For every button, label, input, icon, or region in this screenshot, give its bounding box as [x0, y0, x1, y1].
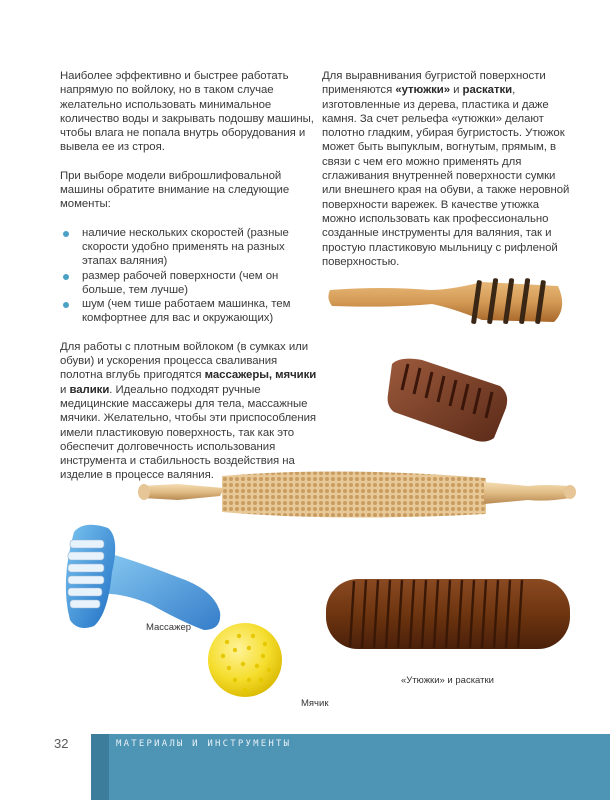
- text-run: Для выравнивания бугристой поверхности применяются: [322, 70, 546, 97]
- blue-massager-photo: [54, 512, 224, 640]
- ribbed-roller-photo: [324, 575, 572, 653]
- irons-caption: «Утюжки» и раскатки: [401, 675, 494, 686]
- paragraph: При выборе модели виброшлифовальной машины обратите внимание на следующие моменты:: [60, 169, 290, 211]
- list-item: шум (чем тише работаем машинка, тем комфортнее для вас и окружающих): [60, 297, 318, 326]
- yellow-ball-photo: [205, 620, 285, 700]
- bold-term: «утюжки»: [395, 84, 450, 97]
- text-run: , изготовленные из дерева, пластика и даже камня. За счет рельефа «утюжки» делают полотно гладким, убирая бугристость. Утюжок может быть выпуклым, вогнутым, прямым, в связи с чем его можно применять для сглаживания внутренней поверхности сумки или внешнего края на обуви, а также неровной поверхности варежек. В качестве утюжка можно использовать как профессионально созданные инструменты для валяния, так и простую пластиковую мыльницу с рифленой поверхностью.: [322, 84, 570, 268]
- text-run: Для работы с плотным войлоком (в сумках или обуви) и ускорения процесса сваливания полотна вглубь пригодятся: [60, 340, 309, 382]
- text-run: . Идеально подходят ручные медицинские массажеры для тела, массажные мячики. Желательно, чтобы эти приспособления имели пластиковую поверхность, так как это обеспечит долговечность использования инструмента и стабильность воздействия на изделие в процессе валяния.: [60, 383, 316, 482]
- ball-caption: Мячик: [301, 698, 329, 709]
- bullet-list: [60, 226, 318, 326]
- list-item: наличие нескольких скоростей (разные скорости удобно применять на разных этапах валяния): [60, 226, 318, 269]
- divider: [0, 733, 610, 734]
- left-column: [60, 69, 318, 497]
- right-column: [322, 69, 572, 283]
- bold-term: валики: [69, 383, 110, 396]
- list-item: размер рабочей поверхности (чем он больше, тем лучше): [60, 269, 318, 298]
- page-number: 32: [54, 736, 69, 751]
- text-run: и: [450, 84, 463, 97]
- paragraph: Наиболее эффективно и быстрее работать напрямую по войлоку, но в таком случае желательно использовать минимальное количество воды и закрывать подошву машины, чтобы влага не попала внутрь оборудования и вывела ее из строя.: [60, 70, 314, 154]
- bold-term: раскатки: [462, 84, 513, 97]
- wooden-iron-photo: [322, 268, 572, 338]
- footer-tab: [91, 734, 109, 800]
- massager-caption: Массажер: [146, 622, 192, 633]
- bold-term: массажеры, мячики: [204, 369, 317, 382]
- ribbed-block-photo: [382, 350, 512, 445]
- paragraph: [322, 69, 572, 269]
- text-run: и: [60, 383, 70, 396]
- section-label: МАТЕРИАЛЫ И ИНСТРУМЕНТЫ: [116, 739, 292, 749]
